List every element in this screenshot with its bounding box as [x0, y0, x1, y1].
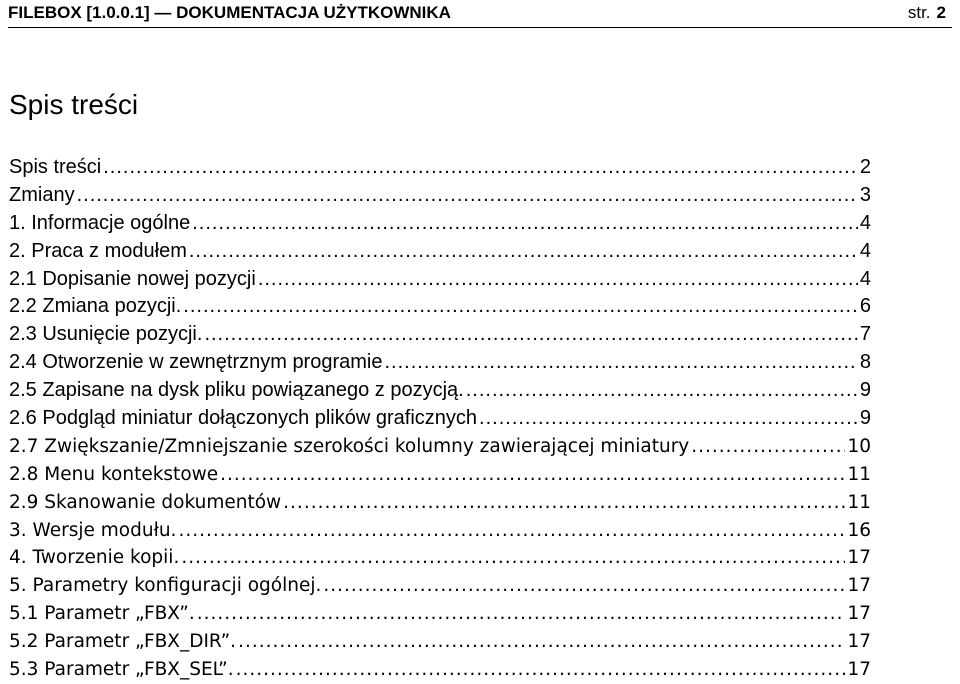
toc-entry[interactable]	[9, 517, 871, 545]
toc-leader-dots	[192, 210, 858, 238]
toc-entry-page: 2	[859, 156, 871, 178]
toc-entry[interactable]	[9, 377, 871, 405]
toc-entry-label: 2.6 Podgląd miniatur dołączonych plików graficznych	[9, 407, 478, 430]
toc-entry[interactable]	[9, 266, 871, 294]
toc-leader-dots	[691, 433, 845, 461]
toc-entry[interactable]	[9, 433, 871, 461]
toc-entry[interactable]	[9, 489, 871, 517]
toc-entry[interactable]	[9, 656, 871, 684]
toc-entry-page: 17	[847, 575, 871, 597]
toc-entry[interactable]	[9, 238, 871, 266]
toc-entry[interactable]	[9, 349, 871, 377]
toc-entry-page: 4	[859, 211, 871, 234]
toc-entry-page: 10	[847, 435, 871, 457]
toc-leader-dots	[178, 517, 845, 545]
toc-entry[interactable]	[9, 321, 871, 349]
page-number: 2	[936, 3, 946, 22]
toc-leader-dots	[236, 656, 846, 684]
toc-leader-dots	[189, 238, 858, 266]
toc-leader-dots	[258, 266, 858, 294]
toc-entry-label: Spis treści	[9, 156, 102, 178]
toc-entry-label: 2.3 Usunięcie pozycji.	[9, 323, 203, 346]
toc-entry[interactable]	[9, 628, 871, 656]
toc-entry-page: 17	[847, 659, 871, 681]
toc-entry-label: 2.8 Menu kontekstowe	[9, 463, 219, 485]
toc-entry-page: 11	[847, 491, 871, 513]
toc-entry-page: 3	[859, 183, 871, 206]
toc-leader-dots	[323, 572, 845, 600]
toc-entry-label: 5.2 Parametr „FBX_DIR”.	[9, 631, 237, 653]
toc-entry[interactable]	[9, 293, 871, 321]
toc-entry-label: 3. Wersje modułu.	[9, 519, 177, 541]
toc-leader-dots	[181, 544, 845, 572]
toc-entry[interactable]	[9, 544, 871, 572]
toc-entry-label: 4. Tworzenie kopii.	[9, 547, 180, 569]
toc-entry[interactable]	[9, 182, 871, 210]
toc-entry-page: 17	[847, 631, 871, 653]
toc-entry-label: 5.3 Parametr „FBX_SEL”.	[9, 659, 234, 681]
toc-entry-page: 6	[859, 295, 871, 318]
toc-leader-dots	[204, 321, 857, 349]
page-indicator	[908, 3, 946, 23]
toc-entry-page: 16	[847, 519, 871, 541]
toc-leader-dots	[197, 600, 846, 628]
toc-entry[interactable]	[9, 154, 871, 182]
toc-entry[interactable]	[9, 600, 871, 628]
toc-heading: Spis treści	[9, 89, 139, 120]
toc-entry[interactable]	[9, 461, 871, 489]
toc-entry-label: 2.5 Zapisane na dysk pliku powiązanego z pozycją.	[9, 379, 464, 402]
toc-entry[interactable]	[9, 405, 871, 433]
toc-entry-label: 2. Praca z modułem	[9, 239, 187, 262]
toc-leader-dots	[238, 628, 845, 656]
toc-entry-label: 2.4 Otworzenie w zewnętrznym programie	[9, 351, 383, 374]
toc-entry-page: 4	[859, 239, 871, 262]
toc-entry-page: 8	[859, 351, 871, 374]
table-of-contents	[9, 154, 871, 684]
page-header	[8, 0, 952, 28]
toc-leader-dots	[220, 461, 845, 489]
toc-leader-dots	[466, 377, 858, 405]
toc-entry-page: 17	[847, 547, 871, 569]
toc-entry[interactable]	[9, 572, 871, 600]
toc-entry-label: 2.9 Skanowanie dokumentów	[9, 491, 282, 513]
toc-entry-page: 11	[847, 463, 871, 485]
toc-leader-dots	[77, 182, 858, 210]
page-label: str.	[907, 3, 931, 22]
toc-entry-page: 7	[859, 323, 871, 346]
toc-leader-dots	[283, 489, 845, 517]
toc-entry-page: 9	[859, 407, 871, 430]
toc-entry-label: Zmiany	[9, 183, 75, 206]
toc-entry-label: 5. Parametry konfiguracji ogólnej.	[9, 575, 322, 597]
toc-entry-page: 9	[859, 379, 871, 402]
toc-entry-label: 2.7 Zwiększanie/Zmniejszanie szerokości kolumny zawierającej miniatury	[9, 435, 690, 457]
toc-entry-label: 5.1 Parametr „FBX”.	[9, 603, 195, 625]
toc-entry-page: 4	[859, 267, 871, 290]
toc-leader-dots	[103, 154, 858, 182]
toc-leader-dots	[479, 405, 858, 433]
toc-entry-label: 2.1 Dopisanie nowej pozycji	[9, 267, 256, 290]
toc-entry[interactable]	[9, 210, 871, 238]
toc-entry-label: 1. Informacje ogólne	[9, 211, 191, 234]
toc-leader-dots	[384, 349, 857, 377]
toc-entry-page: 17	[847, 603, 871, 625]
toc-leader-dots	[183, 293, 858, 321]
document-title: FILEBOX [1.0.0.1] — DOKUMENTACJA UŻYTKOWNIKA	[8, 3, 451, 22]
toc-entry-label: 2.2 Zmiana pozycji.	[9, 295, 182, 318]
